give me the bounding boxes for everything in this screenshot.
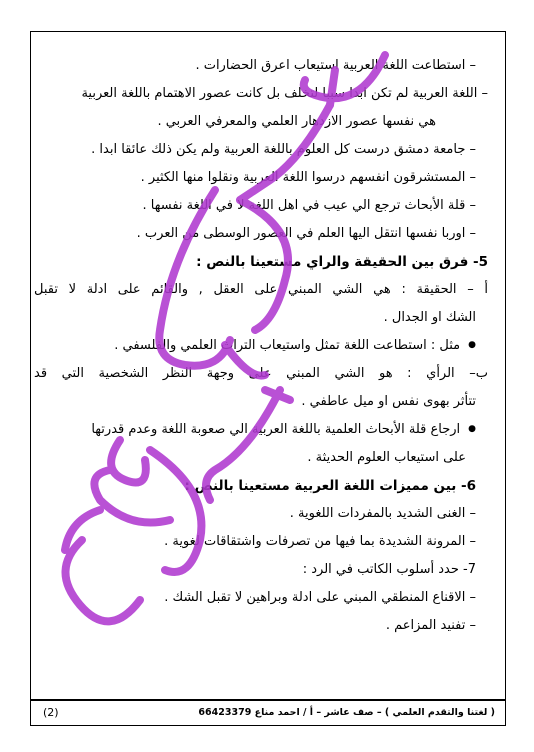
question-heading-7: 7- حدد أسلوب الكاتب في الرد :	[302, 562, 476, 577]
definition-fact-continuation: الشك او الجدال .	[383, 310, 476, 325]
bullet-item	[30, 416, 496, 444]
point-line: – جامعة دمشق درست كل العلوم باللغة العربية ولم يكن ذلك عائقا ابدا .	[91, 142, 476, 157]
bullet-icon	[460, 336, 476, 351]
point-line-continuation: هي نفسها عصور الازدهار العلمي والمعرفي العربي .	[157, 114, 436, 129]
point-line: – الغنى الشديد بالمفردات اللغوية .	[289, 506, 476, 521]
footer-bar	[30, 700, 506, 726]
bullet-text: ارجاع قلة الأبحاث العلمية باللغة العربية الي صعوبة اللغة وعدم قدرتها	[91, 422, 461, 437]
page-content	[30, 52, 496, 640]
bullet-text: مثل : استطاعت اللغة تمثل واستيعاب التراث العلمي والفلسفي .	[114, 338, 461, 353]
point-line: – اللغة العربية لم تكن ابدا سببا لتخلف بل كانت عصور الاهتمام باللغة العربية	[81, 86, 488, 101]
point-line: – المستشرقون انفسهم درسوا اللغة العربية ونقلوا منها الكثير .	[140, 170, 476, 185]
point-line: – الاقناع المنطقي المبني على ادلة وبراهين لا تقبل الشك .	[164, 590, 476, 605]
footer-text: ( لغتنا والتقدم العلمي ) – صف عاشر – أ / احمد مناع 66423379	[198, 707, 495, 718]
point-line: – اوربا نفسها انتقل اليها العلم في العصور الوسطى من العرب .	[136, 226, 476, 241]
definition-opinion-continuation: تتأثر بهوى نفس او ميل عاطفي .	[301, 394, 476, 409]
bullet-item	[30, 332, 496, 360]
point-line: – استطاعت اللغة العربية استيعاب اعرق الحضارات .	[195, 58, 476, 73]
point-line: – قلة الأبحاث ترجع الي عيب في اهل اللغة لا في اللغة نفسها .	[142, 198, 476, 213]
point-line: – المرونة الشديدة بما فيها من تصرفات واشتقاقات لغوية .	[164, 534, 476, 549]
definition-opinion: ب– الرأي : هو الشي المبني على وجهة النظر الشخصية التي قد	[34, 366, 488, 381]
point-line: – تفنيد المزاعم .	[385, 618, 476, 633]
page-number: (2)	[43, 706, 59, 719]
bullet-icon	[460, 420, 476, 435]
question-heading-6: 6- بين مميزات اللغة العربية مستعينا بالنص :	[184, 478, 476, 494]
bullet-item-continuation: على استيعاب العلوم الحديثة .	[307, 450, 466, 465]
question-heading-5: 5- فرق بين الحقيقة والراي مستعينا بالنص :	[196, 254, 488, 270]
definition-fact: أ – الحقيقة : هي الشي المبني على العقل , والقائم على ادلة لا تقبل	[34, 282, 488, 297]
